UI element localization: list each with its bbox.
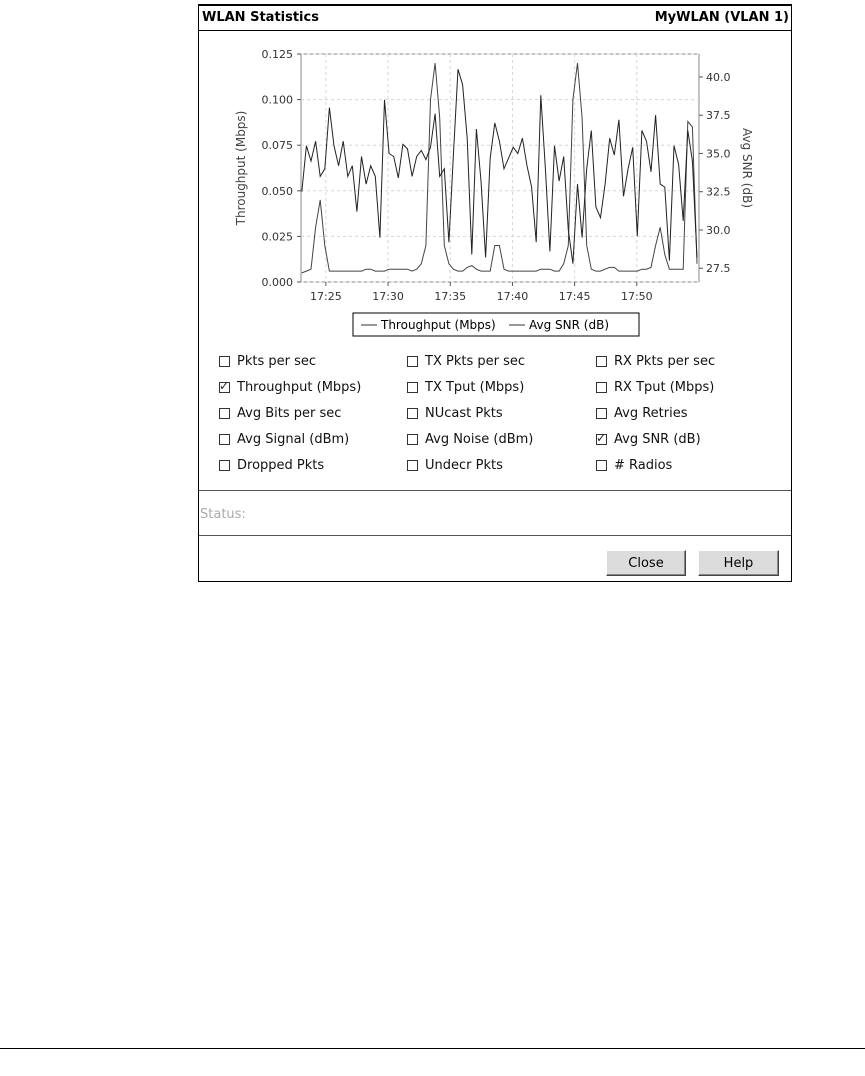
- checkbox[interactable]: [407, 434, 418, 445]
- window-title: WLAN Statistics: [202, 10, 319, 25]
- status-label: Status:: [200, 507, 246, 522]
- checkbox[interactable]: [596, 460, 607, 471]
- y-right-tick-label: 35.0: [706, 147, 731, 161]
- checkbox[interactable]: [596, 356, 607, 367]
- option-label: NUcast Pkts: [425, 406, 503, 421]
- y-left-tick-label: 0.100: [261, 93, 293, 107]
- x-tick-label: 17:35: [434, 290, 467, 303]
- option-label: Pkts per sec: [237, 354, 317, 369]
- option-label: TX Pkts per sec: [425, 354, 525, 369]
- y-right-tick-label: 37.5: [706, 109, 731, 123]
- checkbox[interactable]: [219, 460, 230, 471]
- y-right-tick-label: 32.5: [706, 185, 731, 199]
- x-tick-label: 17:30: [372, 290, 404, 303]
- checkbox[interactable]: [596, 408, 607, 419]
- help-button[interactable]: Help: [698, 550, 779, 576]
- y-left-tick-label: 0.000: [261, 276, 293, 289]
- x-tick-label: 17:40: [496, 290, 529, 303]
- y-right-axis-title: Avg SNR (dB): [740, 128, 754, 208]
- y-right-tick-label: 30.0: [706, 223, 731, 237]
- check-icon: ✓: [219, 379, 230, 393]
- option-label: TX Tput (Mbps): [425, 380, 525, 395]
- checkbox[interactable]: [219, 356, 230, 367]
- option-label: Undecr Pkts: [425, 458, 503, 473]
- check-icon: ✓: [596, 431, 607, 445]
- y-left-tick-label: 0.075: [261, 139, 293, 153]
- legend-entry: Throughput (Mbps): [381, 318, 496, 332]
- option-label: RX Pkts per sec: [614, 354, 716, 369]
- y-right-tick-label: 27.5: [706, 262, 731, 276]
- option-label: RX Tput (Mbps): [614, 380, 715, 395]
- option-label: Throughput (Mbps): [237, 380, 362, 395]
- x-tick-label: 17:50: [620, 290, 653, 303]
- checkbox[interactable]: [596, 431, 607, 445]
- y-left-tick-label: 0.050: [261, 184, 293, 198]
- wlan-statistics-dialog: [198, 4, 792, 582]
- y-left-tick-label: 0.025: [261, 230, 293, 244]
- x-tick-label: 17:25: [310, 290, 342, 303]
- option-label: Avg SNR (dB): [614, 432, 701, 447]
- divider: [199, 535, 791, 536]
- y-right-tick-label: 40.0: [706, 70, 731, 84]
- checkbox[interactable]: [407, 460, 418, 471]
- page-footer-rule: [0, 1048, 865, 1049]
- wlan-name: MyWLAN (VLAN 1): [654, 10, 789, 25]
- title-bar: [199, 6, 791, 31]
- option-label: Avg Bits per sec: [237, 406, 342, 421]
- checkbox[interactable]: [407, 408, 418, 419]
- checkbox[interactable]: [219, 379, 230, 393]
- divider: [199, 490, 791, 491]
- option-label: Avg Noise (dBm): [425, 432, 534, 447]
- checkbox[interactable]: [596, 382, 607, 393]
- checkbox[interactable]: [407, 356, 418, 367]
- option-label: Dropped Pkts: [237, 458, 325, 473]
- y-left-axis-title: Throughput (Mbps): [234, 110, 248, 226]
- checkbox[interactable]: [407, 382, 418, 393]
- option-label: Avg Signal (dBm): [237, 432, 350, 447]
- option-label: # Radios: [614, 458, 673, 473]
- checkbox[interactable]: [219, 434, 230, 445]
- statistics-chart: [234, 44, 754, 349]
- x-tick-label: 17:45: [558, 290, 591, 303]
- chart-svg: [234, 44, 754, 349]
- checkbox[interactable]: [219, 408, 230, 419]
- close-button[interactable]: Close: [606, 550, 686, 576]
- legend-entry: Avg SNR (dB): [529, 318, 609, 332]
- option-label: Avg Retries: [614, 406, 688, 421]
- y-left-tick-label: 0.125: [261, 48, 293, 61]
